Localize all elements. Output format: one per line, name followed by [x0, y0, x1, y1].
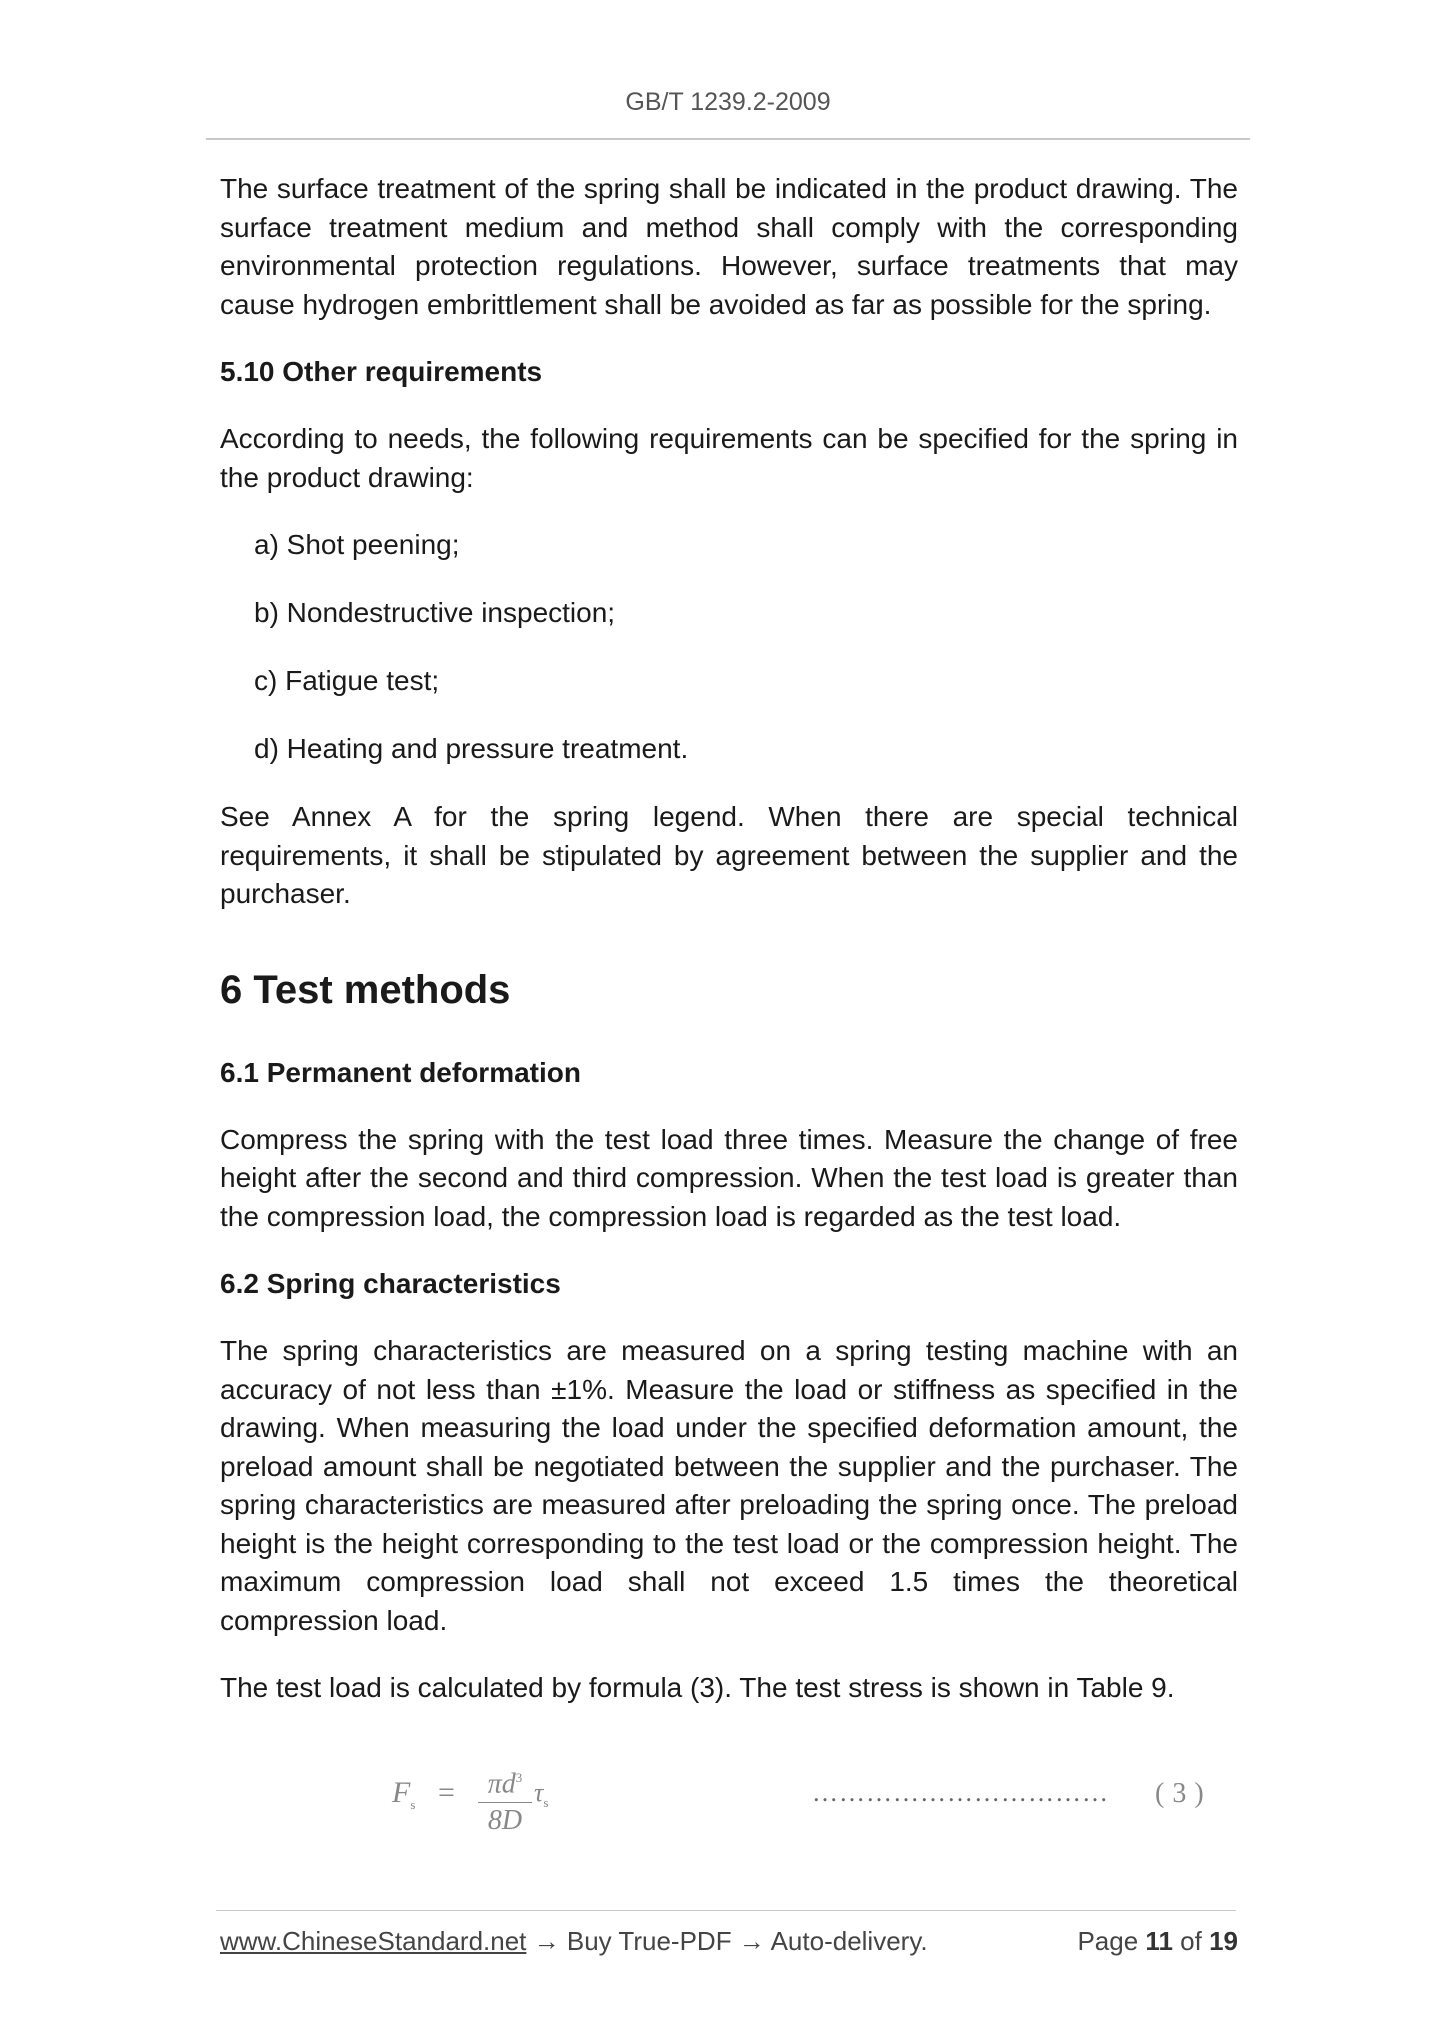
page-current: 11 — [1145, 1926, 1173, 1956]
header-divider — [206, 138, 1250, 140]
formula-fraction — [478, 1760, 532, 1839]
formula-numerator: $\pi d^3$ — [478, 1760, 532, 1803]
page-number — [1077, 1926, 1238, 1957]
formula-3 — [392, 1760, 1252, 1840]
chapter-6-heading: 6 Test methods — [220, 967, 511, 1012]
page-word: Page — [1077, 1926, 1139, 1956]
section-6-2-text: The spring characteristics are measured on a spring testing machine with an accuracy of not less than ±1%. Measure the load or stiffness as specified in the drawing. When measuring the load under the specified deformation amount, the preload amount shall be negotiated between the supplier and the purchaser. The spring characteristics are measured after preloading the spring once. The preload height is the height corresponding to the test load or the compression height. The maximum compression load shall not exceed 1.5 times the theoretical compression load. — [220, 1335, 1238, 1636]
page-content — [220, 170, 1238, 1737]
intro-paragraph: The surface treatment of the spring shall be indicated in the product drawing. The surface treatment medium and method shall comply with the corresponding environmental protection regulations. However, surface treatments that may cause hydrogen embrittlement shall be avoided as far as possible for the spring. — [220, 173, 1238, 320]
document-id-header: GB/T 1239.2-2009 — [625, 88, 831, 116]
site-link[interactable]: www.ChineseStandard.net — [220, 1926, 527, 1956]
formula-equals: = — [438, 1776, 455, 1809]
footer-left — [220, 1926, 928, 1957]
formula-reference-text: The test load is calculated by formula (3). The test stress is shown in Table 9. — [220, 1672, 1175, 1703]
section-5-10-heading: 5.10 Other requirements — [220, 356, 543, 387]
formula-denominator: 8D — [487, 1805, 523, 1837]
formula-leader-dots: …………………………… — [812, 1778, 1109, 1807]
list-item: c) Fatigue test; — [254, 665, 440, 696]
page-total: 19 — [1209, 1926, 1238, 1956]
section-6-1-text: Compress the spring with the test load three times. Measure the change of free height after the second and third compression. When the test load is greater than the compression load, the compression load is regarded as the test load. — [220, 1123, 1238, 1232]
list-item: a) Shot peening; — [254, 529, 460, 560]
list-item: d) Heating and pressure treatment. — [254, 733, 689, 764]
formula-tau: $\tau_s$ — [534, 1778, 549, 1811]
section-5-10-intro: According to needs, the following requirements can be specified for the spring in the product drawing: — [220, 423, 1238, 493]
footer-divider — [216, 1910, 1236, 1911]
section-6-1-heading: 6.1 Permanent deformation — [220, 1056, 581, 1088]
formula-number: (3) — [1155, 1778, 1212, 1809]
section-5-10-closing: See Annex A for the spring legend. When there are special technical requirements, it shall be stipulated by agreement between the supplier and the purchaser. — [220, 801, 1238, 909]
section-6-2-heading: 6.2 Spring characteristics — [220, 1268, 561, 1299]
list-item: b) Nondestructive inspection; — [254, 597, 616, 628]
footer-tagline: → Buy True-PDF → Auto-delivery. — [533, 1926, 928, 1956]
formula-lhs: $F_s$ — [392, 1776, 416, 1812]
requirements-list — [220, 526, 1238, 768]
of-word: of — [1180, 1926, 1202, 1956]
